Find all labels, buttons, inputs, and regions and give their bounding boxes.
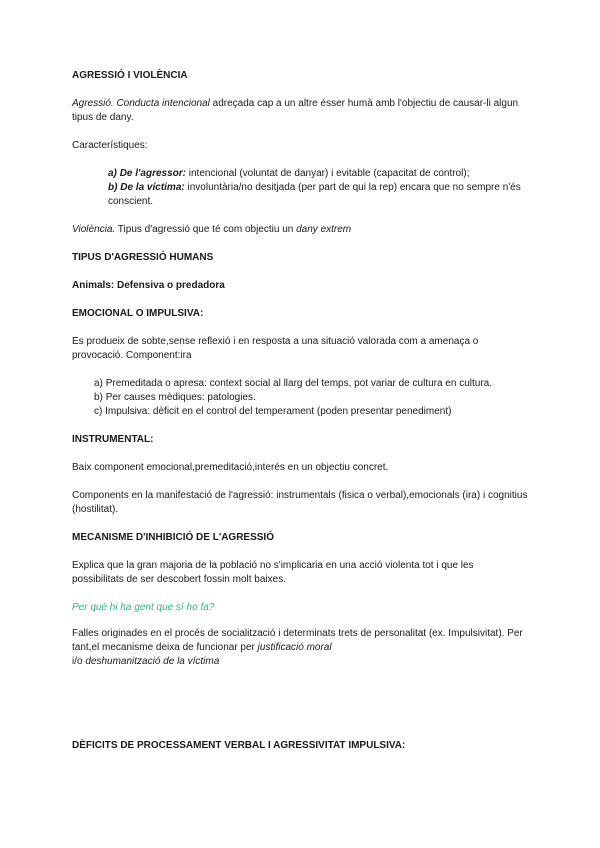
list-item-lead: De la víctima: [120, 182, 185, 193]
list-marker: a) [108, 168, 117, 179]
heading-deficits-processament: DÈFICITS DE PROCESSAMENT VERBAL I AGRESSIVITAT IMPULSIVA: [72, 740, 406, 751]
list-marker: a) [94, 378, 103, 389]
list-item-causes-mediques [94, 391, 528, 405]
list-marker: b) [108, 182, 118, 193]
paragraph-mecanisme-body: Explica que la gran majoria de la població no s'implicaria en una acció violenta tot i que les possibilitats de ser descobert fossin molt baixes. [72, 560, 474, 585]
list-item-text: Per causes mèdiques: patologies. [105, 392, 256, 403]
heading-emocional-impulsiva: EMOCIONAL O IMPULSIVA: [72, 308, 204, 319]
list-item-lead: De l'agressor: [119, 168, 186, 179]
term-justificacio-moral: justificació moral [257, 642, 332, 653]
paragraph-emocional-body: Es produeix de sobte,sense reflexió i en resposta a una situació valorada com a amenaça o provocació. Component:ira [72, 336, 479, 361]
emocional-list [72, 377, 528, 419]
heading-agressio-violencia: AGRESSIÓ I VIOLÈNCIA [72, 70, 188, 81]
agressio-definition-text: adreçada cap a un altre ésser humà amb l'objectiu de causar-li algun tipus de dany. [72, 98, 519, 123]
falles-connector: i/o [72, 656, 83, 667]
paragraph-falles [72, 627, 528, 669]
list-item-text: Premeditada o apresa: context social al llarg del temps, pot variar de cultura en cultura. [105, 378, 493, 389]
caracteristiques-list [72, 167, 528, 209]
term-agressio: Agressió. Conducta intencional [72, 98, 210, 109]
term-violencia: Violència. [72, 224, 116, 235]
falles-text: Falles originades en el procés de socialització i determinats trets de personalitat (ex. Impulsivitat). Per tant,el mecanisme deixa de funcionar per [72, 628, 523, 653]
list-item-premeditada [94, 377, 528, 391]
heading-tipus-agressio: TIPUS D'AGRESSIÓ HUMANS [72, 252, 214, 263]
caracteristiques-label: Característiques: [72, 140, 148, 151]
list-marker: b) [94, 392, 103, 403]
list-item-text: intencional (voluntat de danyar) i evitable (capacitat de control); [188, 168, 470, 179]
list-marker: c) [94, 406, 103, 417]
list-item-impulsiva [94, 405, 528, 419]
list-item-text: involuntària/no desitjada (per part de qui la rep) encara que no sempre n'és conscient. [108, 182, 521, 207]
paragraph-violencia [72, 223, 528, 237]
list-item-agressor [108, 167, 528, 181]
question-green: Per què hi ha gent que sí ho fa? [72, 602, 215, 613]
heading-instrumental: INSTRUMENTAL: [72, 434, 154, 445]
violencia-definition-text: Tipus d'agressió que té com objectiu un [117, 224, 294, 235]
paragraph-instrumental-body: Baix component emocional,premeditació,interés en un objectiu concret. [72, 462, 389, 473]
list-item-victima [108, 181, 528, 209]
list-item-text: Impulsiva: dèficit en el control del temperament (poden presentar penediment) [105, 406, 452, 417]
term-dany-extrem: dany extrem [296, 224, 352, 235]
paragraph-components: Components en la manifestació de l'agressió: instrumentals (fisica o verbal),emocionals (ira) i cognitius (hostilitat). [72, 490, 528, 515]
paragraph-agressio-definition [72, 97, 528, 125]
heading-mecanisme-inhibicio: MECANISME D'INHIBICIÓ DE L'AGRESSIÓ [72, 532, 274, 543]
term-deshumanitzacio: deshumanització de la víctima [85, 656, 220, 667]
line-animals: Animals: Defensiva o predadora [72, 280, 225, 291]
